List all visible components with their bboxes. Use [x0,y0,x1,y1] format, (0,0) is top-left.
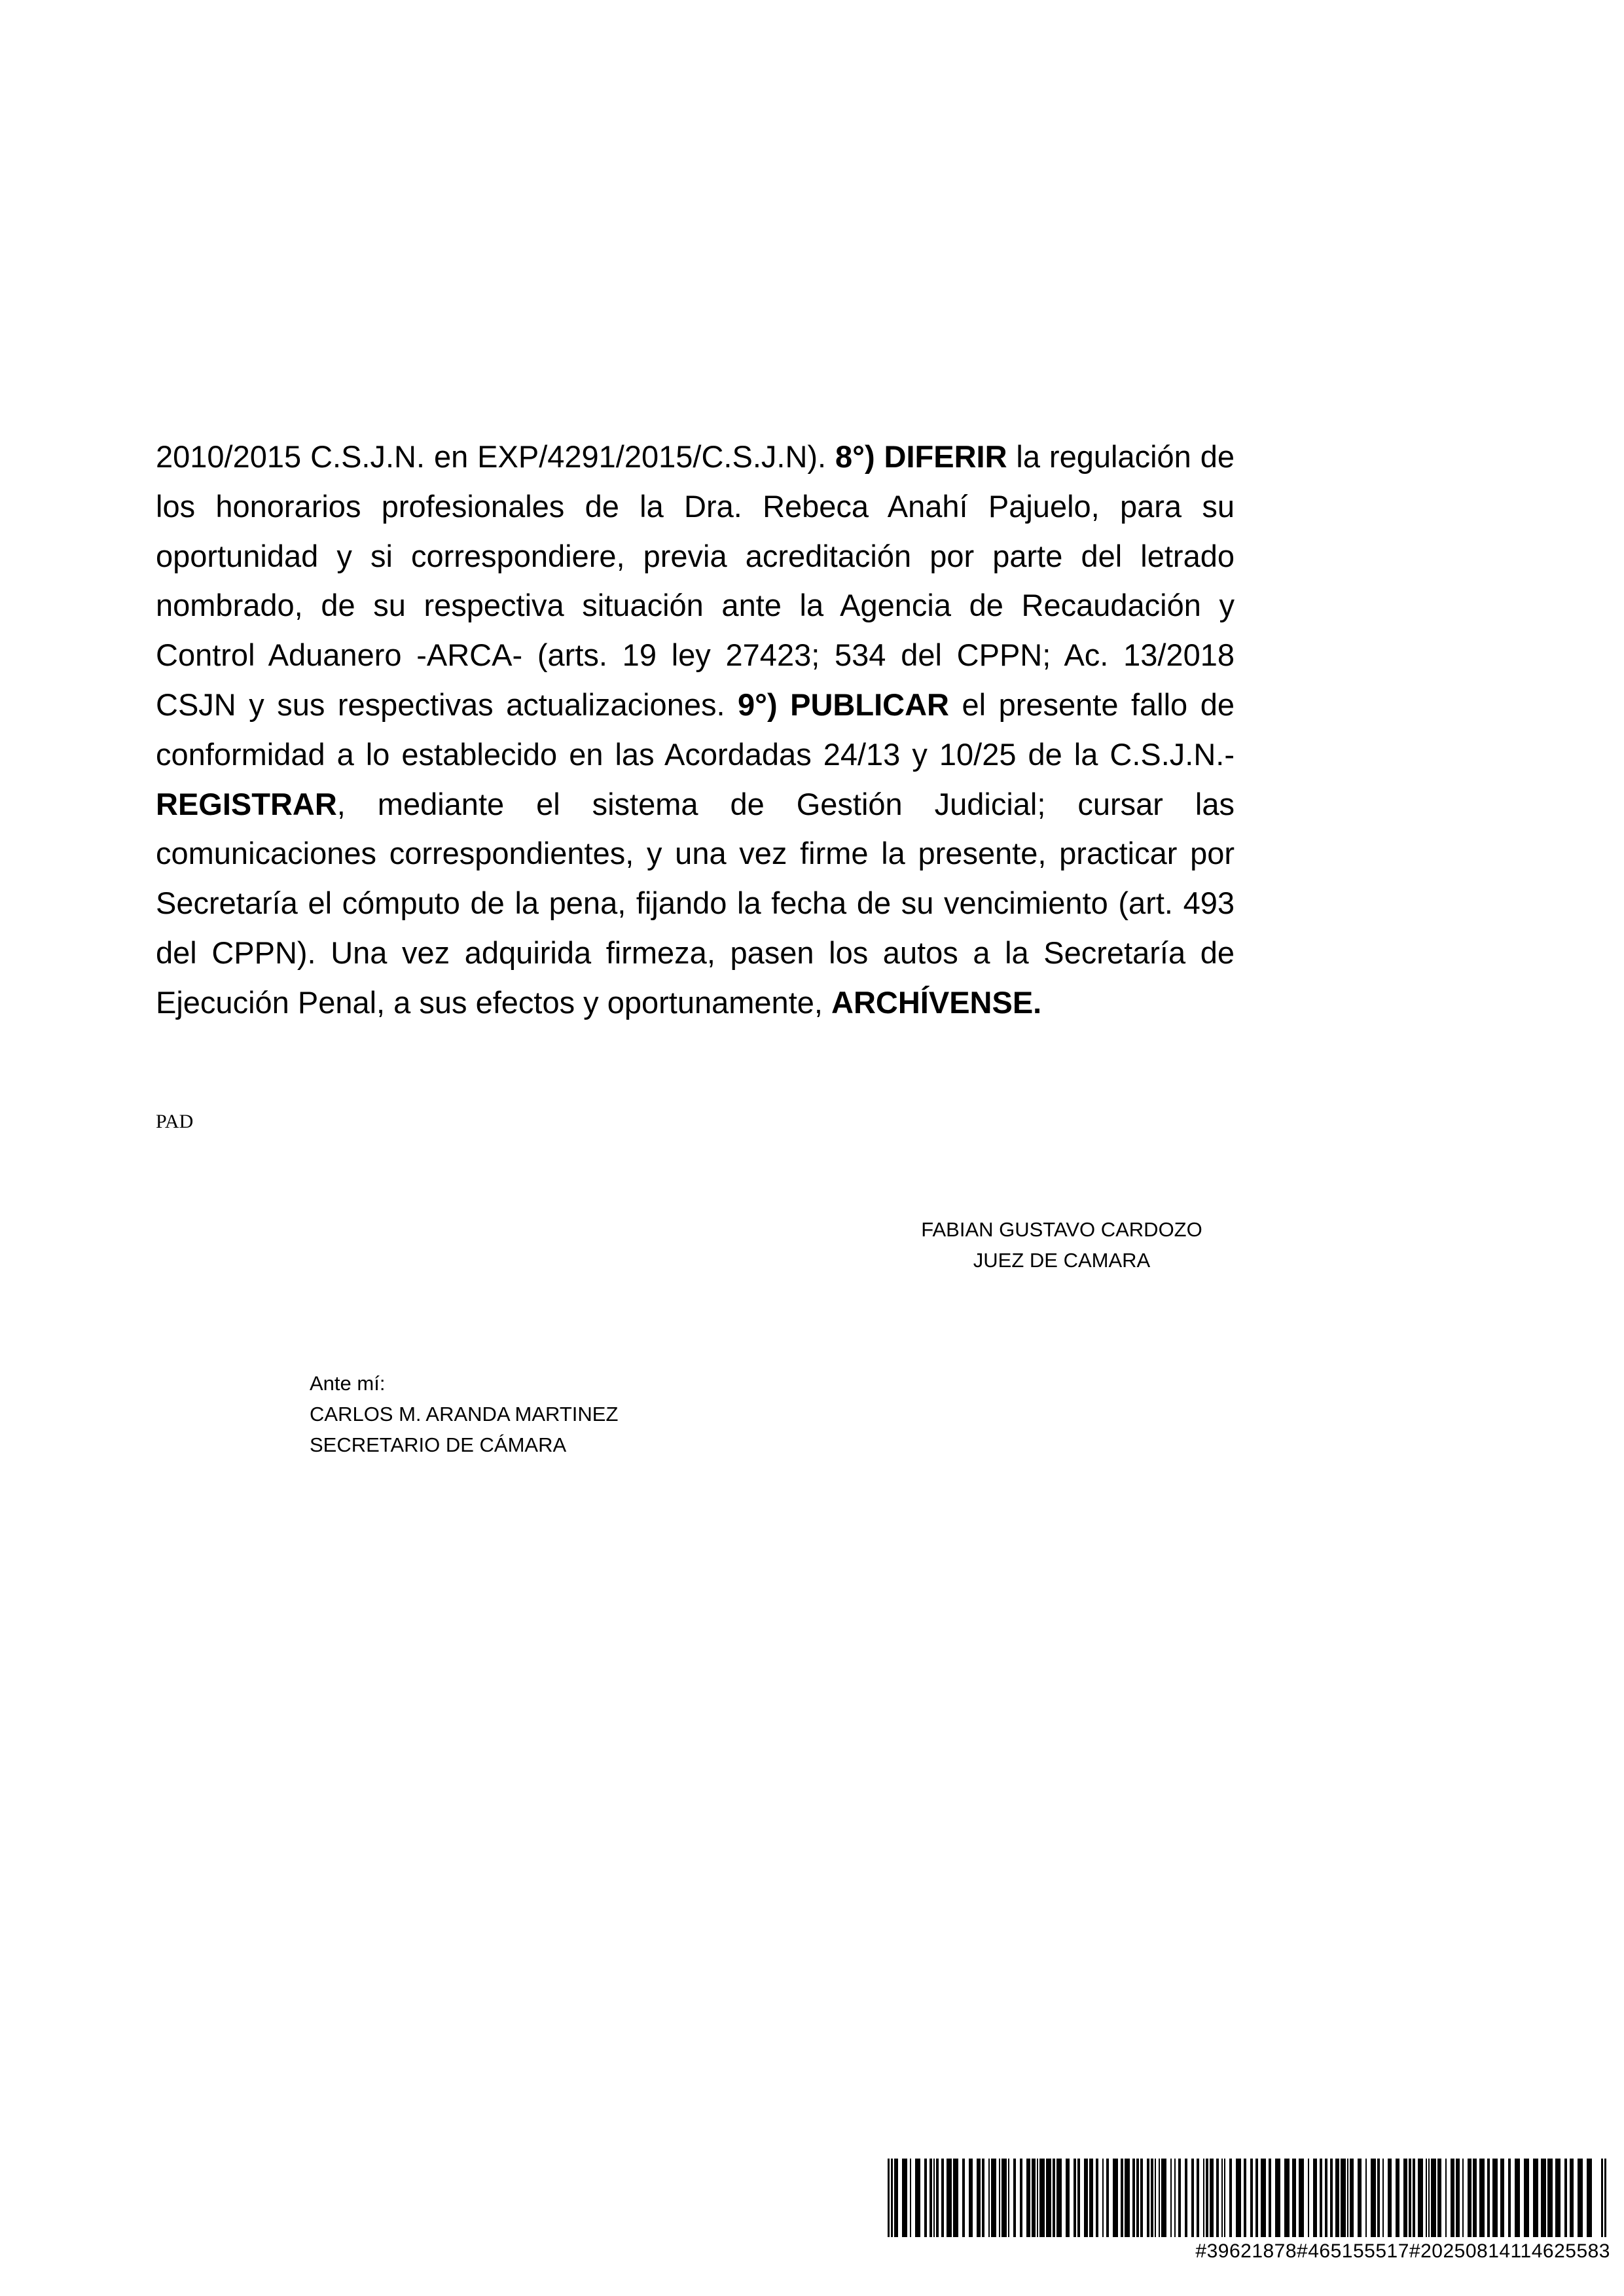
barcode-bar [1313,2159,1317,2237]
barcode-bar [1365,2159,1367,2237]
barcode-bar [1515,2159,1520,2237]
barcode-bar [977,2159,981,2237]
barcode-bar [1236,2159,1241,2237]
document-barcode [885,2159,1610,2263]
barcode-bar [1001,2159,1007,2237]
barcode-bar [1008,2159,1009,2237]
barcode-bar [1032,2159,1036,2237]
barcode-bar [1185,2159,1187,2237]
barcode-bar [1020,2159,1022,2237]
bold-directive-archivense: ARCHÍVENSE. [831,984,1042,1020]
barcode-bar [1125,2159,1130,2237]
barcode-bar [1335,2159,1339,2237]
barcode-bar [1159,2159,1160,2237]
barcode-bar [1210,2159,1214,2237]
barcode-bar [1555,2159,1561,2237]
barcode-bar [1206,2159,1208,2237]
barcode-bar [1462,2159,1464,2237]
barcode-bar [902,2159,907,2237]
barcode-bar [1564,2159,1567,2237]
barcode-bar [1451,2159,1454,2237]
barcode-bar [1570,2159,1574,2237]
bold-directive-diferir: 8°) DIFERIR [835,439,1007,474]
barcode-bar [924,2159,927,2237]
barcode-bar [982,2159,984,2237]
barcode-bar [1431,2159,1436,2237]
barcode-bar [1255,2159,1258,2237]
drafter-initials: PAD [156,1111,194,1132]
barcode-bar [1161,2159,1166,2237]
barcode-bar [1437,2159,1441,2237]
secretary-intro: Ante mí: [310,1372,386,1395]
barcode-bar [1077,2159,1080,2237]
barcode-bar [962,2159,965,2237]
barcode-bar [1396,2159,1399,2237]
barcode-bar [1403,2159,1407,2237]
barcode-bar [1377,2159,1380,2237]
barcode-bar [1151,2159,1153,2237]
barcode-bar [1330,2159,1333,2237]
barcode-bar [891,2159,893,2237]
barcode-bar [1191,2159,1194,2237]
resolution-paragraph [156,432,1235,1028]
barcode-bar [1102,2159,1104,2237]
barcode-bar [1541,2159,1546,2237]
barcode-bar [1155,2159,1156,2237]
barcode-bar [1413,2159,1415,2237]
secretary-signature-block [310,1368,618,1460]
barcode-bar [1508,2159,1511,2237]
text-segment: 2010/2015 C.S.J.N. en EXP/4291/2015/C.S.J.N). [156,439,836,474]
barcode-bar [910,2159,911,2237]
barcode-bar [1388,2159,1392,2237]
barcode-bar [1292,2159,1296,2237]
barcode-bar [1604,2159,1606,2237]
barcode-bar [1468,2159,1471,2237]
barcode-bar [1250,2159,1253,2237]
barcode-bar [1487,2159,1490,2237]
barcode-bar [1533,2159,1538,2237]
barcode-bar [915,2159,920,2237]
barcode-bar [1284,2159,1290,2237]
barcode-bar [936,2159,939,2237]
barcode-bar [1197,2159,1199,2237]
barcode-bar [1479,2159,1485,2237]
judge-signature-block [905,1214,1219,1276]
barcode-bar [1046,2159,1051,2237]
barcode-bar [1320,2159,1322,2237]
barcode-bar [1121,2159,1123,2237]
barcode-bar [1269,2159,1271,2237]
barcode-bar [1140,2159,1143,2237]
barcode-bar [1113,2159,1118,2237]
barcode-bar [1382,2159,1384,2237]
secretary-title: SECRETARIO DE CÁMARA [310,1433,567,1456]
barcode-bar [991,2159,996,2237]
barcode-bar [1325,2159,1327,2237]
barcode-bar [1039,2159,1045,2237]
barcode-bar [1224,2159,1225,2237]
barcode-bar [1347,2159,1348,2237]
barcode-bar [933,2159,935,2237]
barcode-bar [1358,2159,1362,2237]
barcode-bar [1147,2159,1149,2237]
barcode-number: #39621878#465155517#20250814114625583 [1195,2240,1610,2262]
bold-directive-registrar: REGISTRAR [156,786,337,821]
barcode-bar [1037,2159,1038,2237]
barcode-bar [941,2159,944,2237]
text-segment: , mediante el sistema de Gestión Judicial; cursar las comunicaciones correspondientes, y una vez firme la presente, practicar por Secretaría el cómputo de la pena, fijando la fecha de su vencimiento (art. 493 del CPPN). Una vez adquirida firmeza, pasen los autos a la Secretaría de Ejecución Penal, a sus efectos y oportunamente, [156,786,1235,1020]
barcode-bar [1500,2159,1504,2237]
barcode-bar [1244,2159,1246,2237]
barcode-bar [1601,2159,1603,2237]
barcode-bar [1013,2159,1016,2237]
barcode-bar [1132,2159,1135,2237]
barcode-bar [1445,2159,1447,2237]
judge-title: JUEZ DE CAMARA [973,1249,1151,1272]
barcode-bar [1426,2159,1427,2237]
barcode-bar [988,2159,990,2237]
barcode-bar [1096,2159,1098,2237]
barcode-bar [1473,2159,1477,2237]
barcode-bar [1203,2159,1204,2237]
barcode-bar [953,2159,958,2237]
barcode-bar [1299,2159,1304,2237]
barcode-bar [1492,2159,1498,2237]
secretary-name: CARLOS M. ARANDA MARTINEZ [310,1403,619,1426]
barcode-bar [1074,2159,1076,2237]
bold-directive-publicar: 9°) PUBLICAR [738,687,949,722]
barcode-bar [1026,2159,1030,2237]
barcode-bar [1170,2159,1172,2237]
barcode-bar [947,2159,952,2237]
barcode-bar [1089,2159,1093,2237]
barcode-bar [1371,2159,1376,2237]
barcode-bar [1308,2159,1309,2237]
barcode-bar [1136,2159,1139,2237]
judge-name: FABIAN GUSTAVO CARDOZO [921,1218,1202,1241]
barcode-bar [1178,2159,1181,2237]
text-segment: el presente fallo de conformidad a lo establecido en las Acordadas 24/13 y 10/25 de la C.S.J.N.- [156,687,1235,772]
barcode-bar [1547,2159,1553,2237]
barcode-bars [885,2159,1610,2237]
barcode-bar [1418,2159,1423,2237]
barcode-bar [1053,2159,1055,2237]
barcode-bar [894,2159,898,2237]
barcode-bar [1174,2159,1176,2237]
barcode-bar [1261,2159,1266,2237]
barcode-bar [1587,2159,1592,2237]
barcode-bar [1229,2159,1232,2237]
barcode-bar [1275,2159,1280,2237]
barcode-bar [1066,2159,1070,2237]
barcode-bar [1216,2159,1219,2237]
barcode-bar [1456,2159,1460,2237]
barcode-bar [1221,2159,1223,2237]
barcode-bar [929,2159,932,2237]
barcode-bar [1409,2159,1411,2237]
barcode-bar [1341,2159,1346,2237]
barcode-bar [1578,2159,1583,2237]
text-segment: la regulación de los honorarios profesionales de la Dra. Rebeca Anahí Pajuelo, para su oportunidad y si correspondiere, previa acreditación por parte del letrado nombrado, de su respectiva situación ante la Agencia de Recaudación y Control Aduanero -ARCA- (arts. 19 ley 27423; 534 del CPPN; Ac. 13/2018 CSJN y sus respectivas actualizaciones. [156,439,1235,722]
barcode-bar [999,2159,1000,2237]
barcode-bar [1084,2159,1088,2237]
barcode-bar [1428,2159,1430,2237]
barcode-bar [1350,2159,1354,2237]
barcode-bar [1524,2159,1529,2237]
barcode-bar [969,2159,973,2237]
barcode-bar [888,2159,890,2237]
barcode-bar [1106,2159,1109,2237]
barcode-bar [1056,2159,1062,2237]
